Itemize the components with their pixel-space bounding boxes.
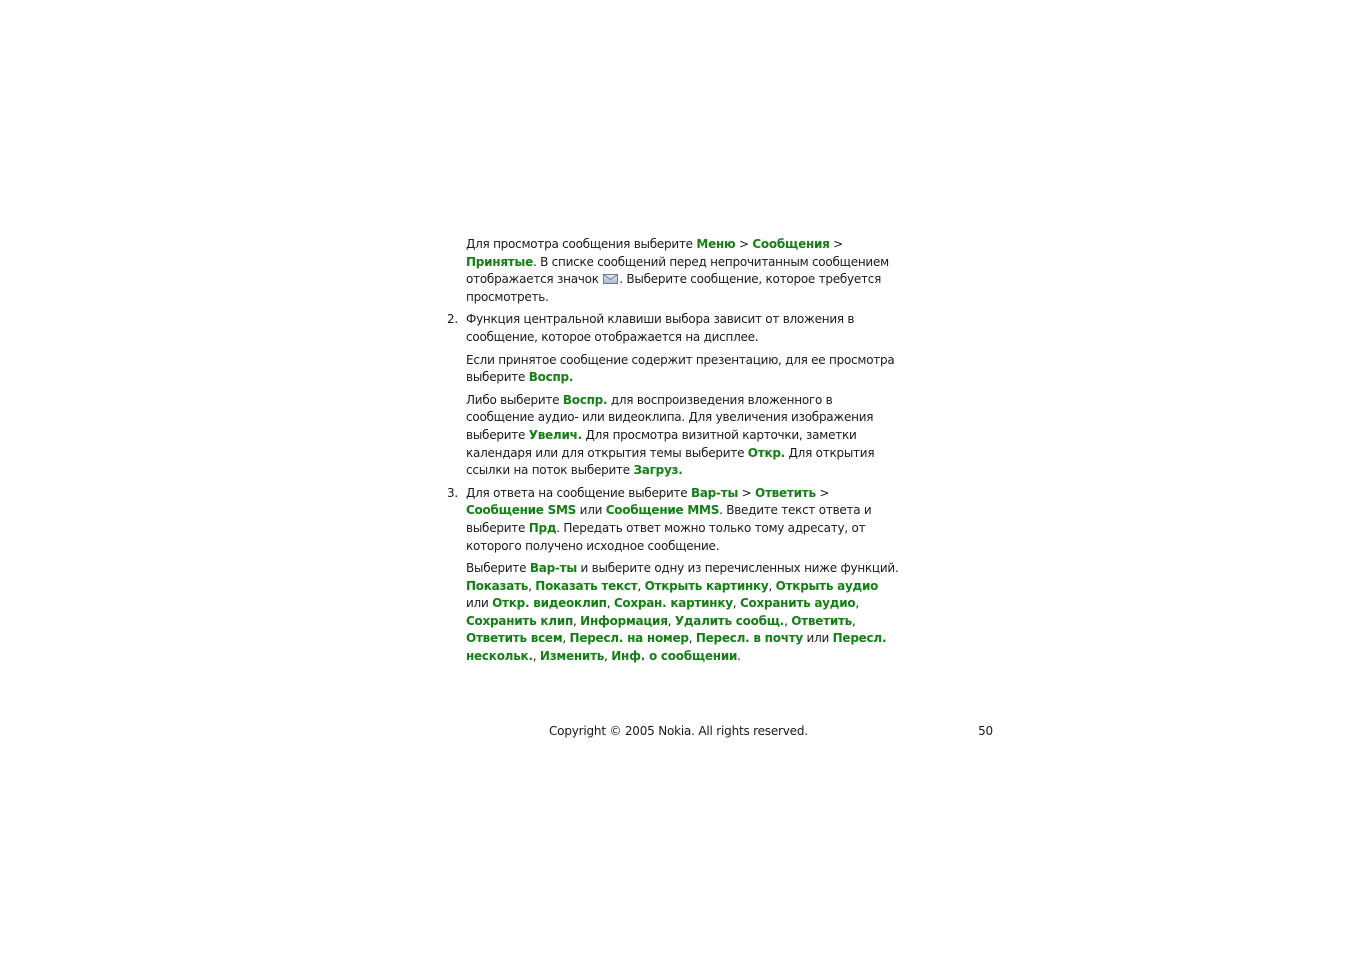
function-term: Ответить всем [466,631,563,646]
open-term: Откр. [747,445,785,460]
paragraph-attachments: Либо выберите Воспр. для воспроизведения вложенного в сообщение аудио- или видеоклипа. Для увеличения изображения выберите Увелич. Для просмотра визитной карточки, заметки календаря или для открытия темы выберите Откр. Для открытия ссылки на поток выберите Загруз. [466,392,875,478]
function-term: Удалить сообщ. [674,613,785,628]
function-term: Откр. видеоклип [492,596,607,611]
menu-term: Меню [696,237,736,251]
copyright-notice: Copyright © 2005 Nokia. All rights reserved. [549,724,808,738]
mms-term: Сообщение MMS [605,503,720,518]
function-term: Показать [466,578,529,593]
options-term: Вар-ты [690,485,739,500]
function-term: Инф. о сообщении [611,649,738,664]
zoom-term: Увелич. [528,427,582,442]
function-term: Пересл. нескольк. [466,631,887,664]
function-term: Ответить [791,613,853,628]
load-term: Загруз. [633,463,683,478]
function-term: Открыть аудио [775,578,879,593]
messages-term: Сообщения [752,237,830,251]
function-term: Показать текст [535,578,638,593]
inbox-term: Принятые [466,254,533,269]
function-term: Пересл. на номер [569,631,689,646]
unread-message-envelope-icon [603,274,618,284]
list-number: 3. [447,485,458,500]
list-number: 2. [447,312,458,327]
paragraph-reply: Для ответа на сообщение выберите Вар-ты > Ответить > Сообщение SMS или Сообщение MMS. Введите текст ответа и выберите Прд. Передать ответ можно только тому адресату, от которого получено исходное сообщение. [466,485,872,553]
paragraph-options-list: Выберите Вар-ты и выберите одну из перечисленных ниже функций. Показать, Показать текст, Открыть картинку, Открыть аудио или Откр. видеоклип, Сохран. картинку, Сохранить аудио, Сохранить клип, Информация, Удалить сообщ., Ответить, Ответить всем, Пересл. на номер, Пересл. в почту или Пересл. нескольк., Изменить, Инф. о сообщении. [466,561,899,664]
play-term: Воспр. [562,392,608,407]
document-body [447,236,902,671]
function-term: Информация [580,613,668,628]
function-term: Пересл. в почту [695,631,803,646]
function-term: Сохранить клип [466,613,574,628]
function-term: Сохранить аудио [739,596,856,611]
list-item-2 [447,311,902,479]
function-term: Сохран. картинку [613,596,733,611]
options-term: Вар-ты [529,561,577,576]
function-term: Открыть картинку [644,578,769,593]
paragraph-center-key: Функция центральной клавиши выбора зависит от вложения в сообщение, которое отображается на дисплее. [466,312,855,344]
send-term: Прд [528,520,557,535]
paragraph-presentation: Если принятое сообщение содержит презентацию, для ее просмотра выберите Воспр. [466,352,895,385]
list-item-3 [447,485,902,666]
reply-term: Ответить [755,485,816,500]
function-term: Изменить [539,649,605,664]
page-number: 50 [978,724,993,738]
paragraph-view-message: Для просмотра сообщения выберите Меню > Сообщения > Принятые. В списке сообщений перед непрочитанным сообщением отображается значок . Выберите сообщение, которое требуется просмотреть. [466,237,889,304]
sms-term: Сообщение SMS [466,503,577,518]
play-term: Воспр. [528,370,574,385]
